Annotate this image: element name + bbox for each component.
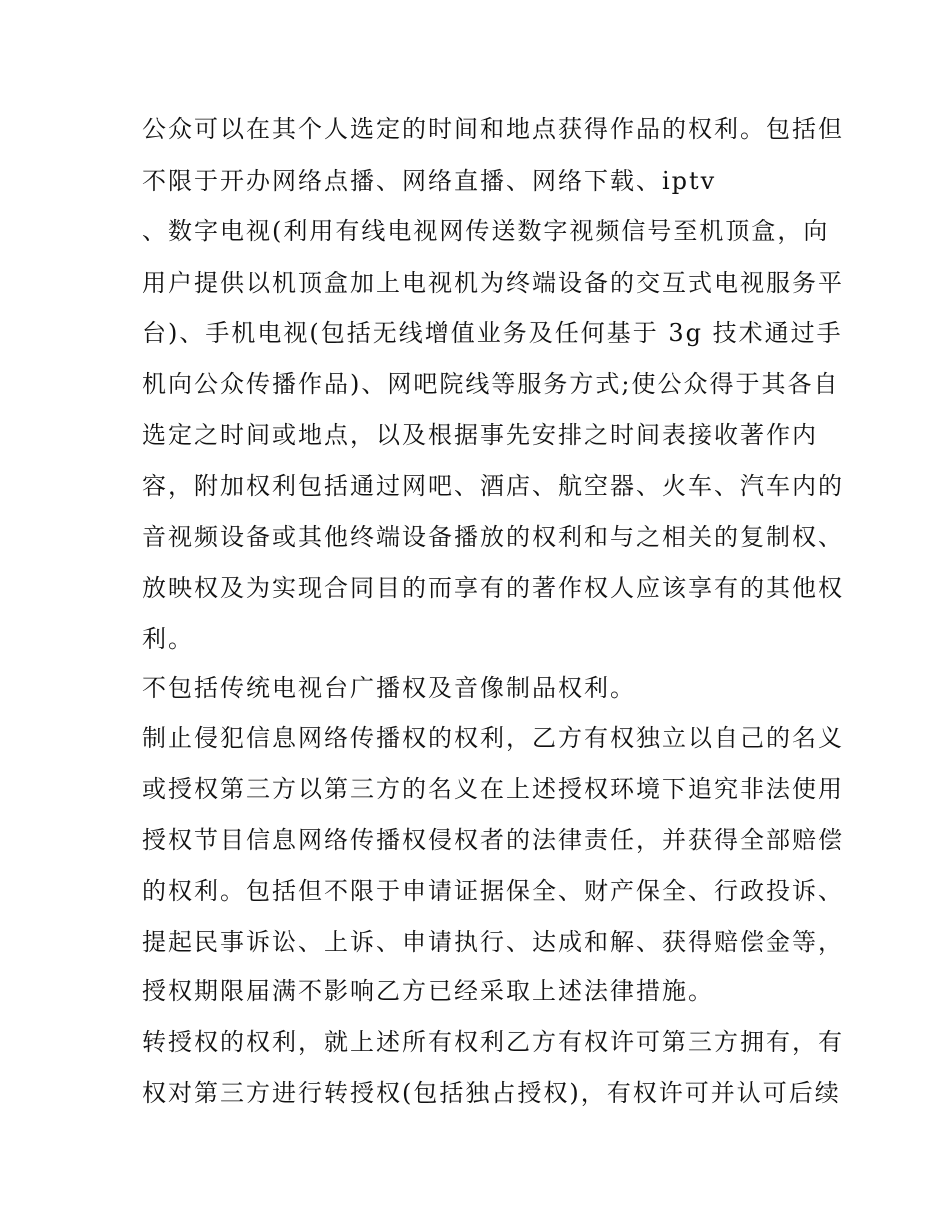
- text-line: 或授权第三方以第三方的名义在上述授权环境下追究非法使用: [142, 775, 844, 803]
- text-line: 转授权的权利，就上述所有权利乙方有权许可第三方拥有，有: [142, 1028, 844, 1056]
- text-line: 台)、手机电视(包括无线增值业务及任何基于 3g 技术通过手: [142, 319, 843, 347]
- text-line: 权对第三方进行转授权(包括独占授权)，有权许可并认可后续: [142, 1079, 841, 1107]
- text-line: 公众可以在其个人选定的时间和地点获得作品的权利。包括但: [142, 115, 844, 143]
- text-line: 授权节目信息网络传播权侵权者的法律责任，并获得全部赔偿: [142, 826, 844, 854]
- text-line: 不包括传统电视台广播权及音像制品权利。: [142, 674, 636, 702]
- text-line: 、数字电视(利用有线电视网传送数字视频信号至机顶盒，向: [142, 217, 830, 245]
- text-line: 放映权及为实现合同目的而享有的著作权人应该享有的其他权: [142, 574, 844, 602]
- text-line: 音视频设备或其他终端设备播放的权利和与之相关的复制权、: [142, 523, 844, 551]
- text-line: 授权期限届满不影响乙方已经采取上述法律措施。: [142, 977, 714, 1005]
- text-line: 容，附加权利包括通过网吧、酒店、航空器、火车、汽车内的: [142, 472, 844, 500]
- text-line: 不限于开办网络点播、网络直播、网络下载、iptv: [142, 167, 717, 195]
- text-line: 机向公众传播作品)、网吧院线等服务方式;使公众得于其各自: [142, 370, 840, 398]
- text-line: 制止侵犯信息网络传播权的权利，乙方有权独立以自己的名义: [142, 724, 844, 752]
- text-line: 利。: [142, 625, 194, 653]
- text-line: 提起民事诉讼、上诉、申请执行、达成和解、获得赔偿金等，: [142, 928, 844, 956]
- text-line: 的权利。包括但不限于申请证据保全、财产保全、行政投诉、: [142, 877, 844, 905]
- text-line: 用户提供以机顶盒加上电视机为终端设备的交互式电视服务平: [142, 269, 844, 297]
- text-line: 选定之时间或地点，以及根据事先安排之时间表接收著作内: [142, 421, 818, 449]
